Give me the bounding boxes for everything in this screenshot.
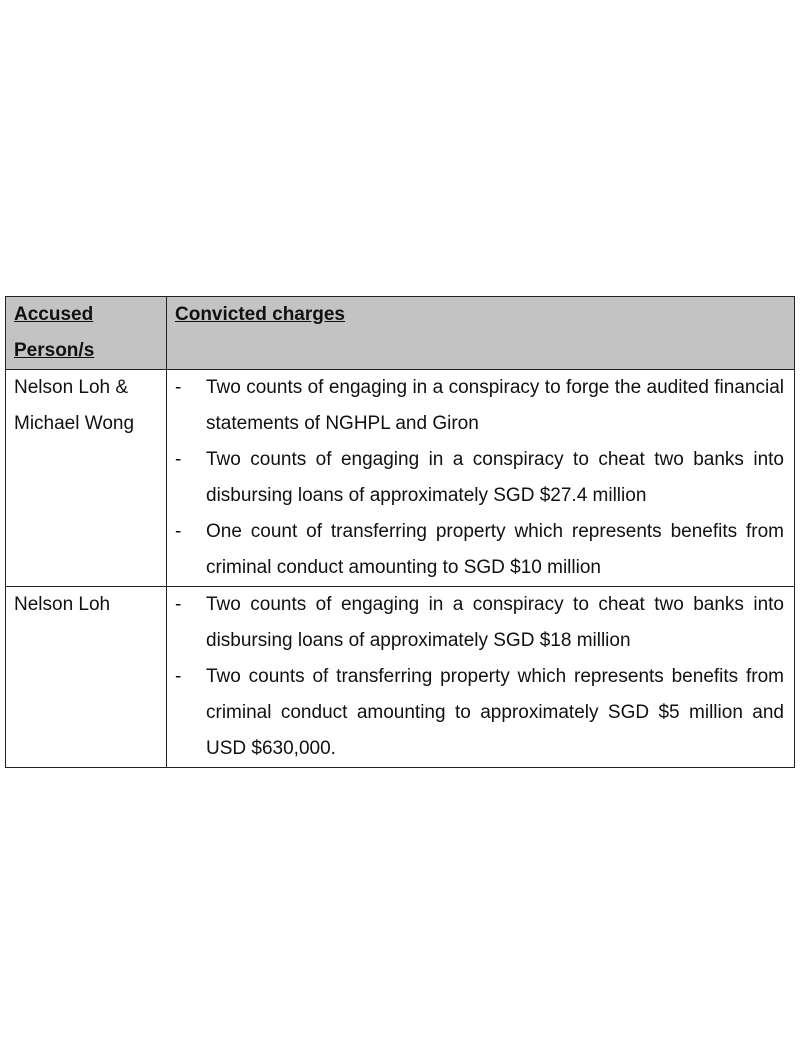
charge-item (175, 442, 784, 514)
header-charges (167, 297, 795, 370)
charge-text: Two counts of engaging in a conspiracy to cheat two banks into disbursing loans of approximately SGD $18 million (206, 594, 784, 651)
header-charges-label: Convicted charges (175, 304, 345, 325)
charge-bullet: - (175, 449, 182, 470)
charge-text: Two counts of transferring property which represents benefits from criminal conduct amounting to approximately SGD $5 million and USD $630,000. (206, 666, 784, 759)
accused-cell: Nelson Loh (6, 587, 167, 768)
charge-bullet: - (175, 521, 182, 542)
charge-bullet: - (175, 594, 182, 615)
charge-bullet: - (175, 377, 182, 398)
charges-cell (167, 587, 795, 768)
charge-item (175, 370, 784, 442)
charge-list (175, 587, 784, 767)
charges-cell (167, 370, 795, 587)
table-row (6, 587, 795, 768)
convicted-charges-table (5, 296, 795, 768)
charge-text: Two counts of engaging in a conspiracy to cheat two banks into disbursing loans of approximately SGD $27.4 million (206, 449, 784, 506)
table-header-row (6, 297, 795, 370)
header-accused-label: Accused Person/s (14, 304, 95, 361)
table-row (6, 370, 795, 587)
header-accused (6, 297, 167, 370)
charge-item (175, 587, 784, 659)
charge-list (175, 370, 784, 586)
charge-text: One count of transferring property which represents benefits from criminal conduct amounting to SGD $10 million (206, 521, 784, 578)
charge-bullet: - (175, 666, 182, 687)
accused-cell: Nelson Loh & Michael Wong (6, 370, 167, 587)
charge-item (175, 659, 784, 767)
charge-item (175, 514, 784, 586)
charge-text: Two counts of engaging in a conspiracy to forge the audited financial statements of NGHPL and Giron (206, 377, 784, 434)
